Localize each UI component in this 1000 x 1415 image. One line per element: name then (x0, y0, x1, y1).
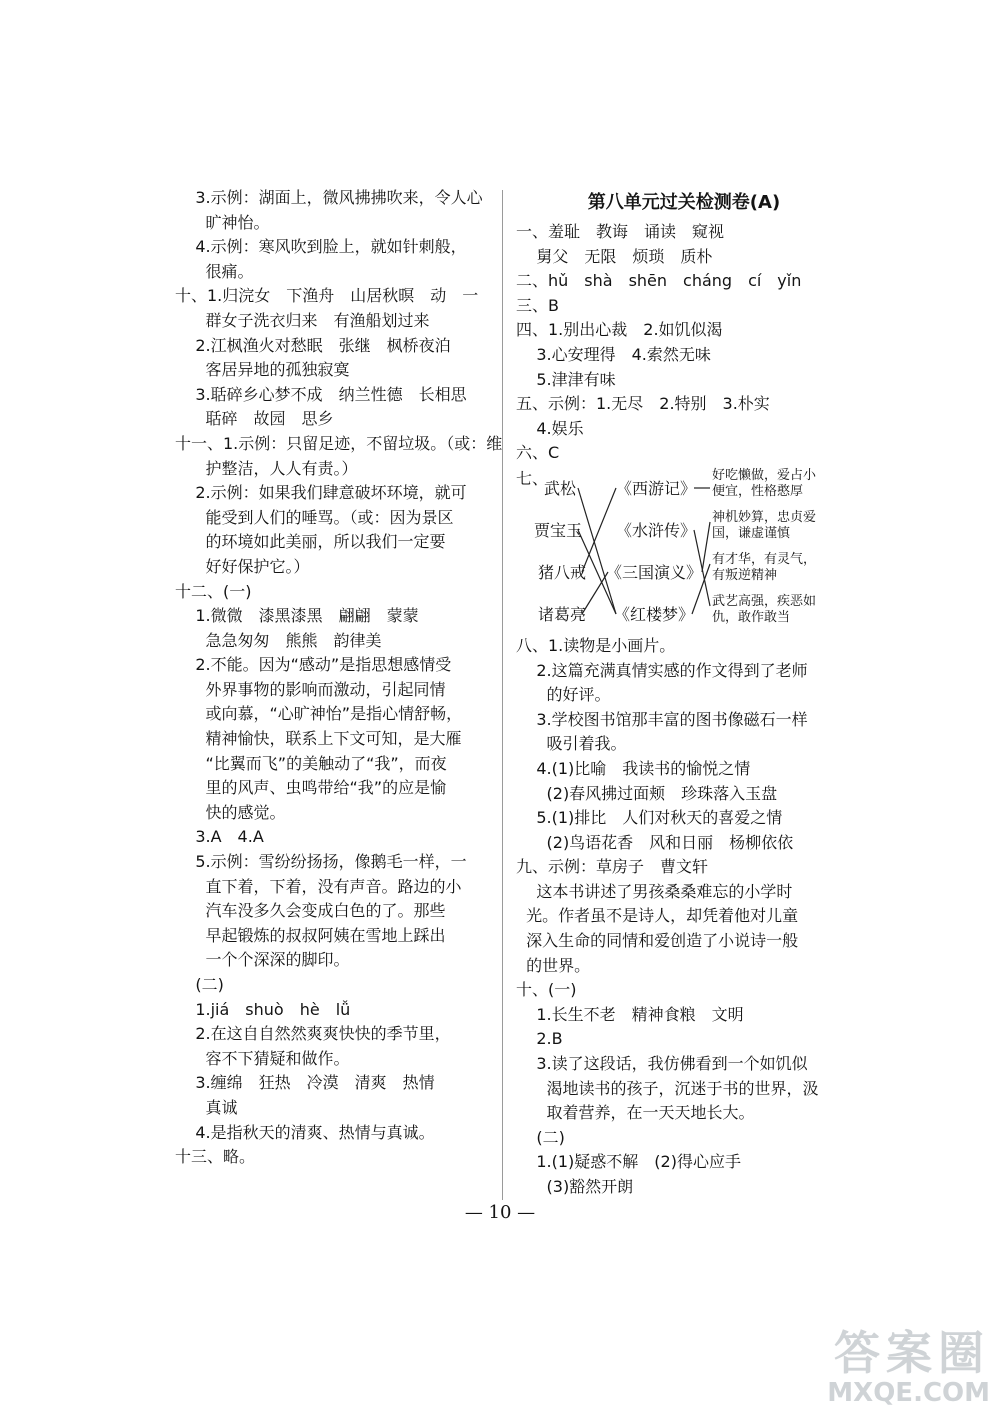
text-line: 这本书讲述了男孩桑桑难忘的小学时 (516, 881, 793, 901)
line-shuihu-trait (694, 530, 710, 606)
trait-4-line-2: 仇，敢作敢当 (712, 609, 791, 625)
text-line: 好好保护它。） (175, 556, 310, 576)
text-line: 4.示例：寒风吹到脸上，就如针刺般， (175, 237, 467, 257)
text-line: 5.(1)排比 人们对秋天的喜爱之情 (516, 808, 783, 828)
text-line: 五、示例：1.无尽 2.特别 3.朴实 (516, 394, 770, 414)
text-line: 客居异地的孤独寂寞 (175, 360, 350, 380)
text-line: 六、C (516, 443, 560, 463)
text-line: 早起锻炼的叔叔阿姨在雪地上踩出 (175, 925, 446, 945)
text-line: 吸引着我。 (516, 734, 627, 754)
text-line: 九、示例：草房子 曹文轩 (516, 857, 709, 877)
text-line: (二) (516, 1127, 565, 1147)
text-line: 十一、1.示例：只留足迹，不留垃圾。（或：维 (175, 433, 503, 453)
text-line: 1.长生不老 精神食粮 文明 (516, 1004, 744, 1024)
text-line: 一个个深深的脚印。 (175, 950, 350, 970)
matching-prefix: 七、 (516, 468, 549, 488)
text-line: (二) (175, 975, 224, 994)
right-column (516, 186, 852, 1200)
matching-lines (516, 466, 852, 634)
text-line: 2.不能。因为“感动”是指思想感情受 (175, 655, 452, 675)
text-line: 急急匆匆 熊熊 韵律美 (175, 630, 382, 650)
line-baoyu-hongloumeng (578, 530, 616, 614)
page-number: — 10 — (464, 1202, 536, 1223)
text-line: 很痛。 (175, 261, 254, 281)
text-line: 2.示例：如果我们肆意破坏环境，就可 (175, 483, 467, 503)
text-line: 真诚 (175, 1097, 238, 1117)
text-line: (2)鸟语花香 风和日丽 杨柳依依 (516, 832, 794, 852)
text-line: 十、(一) (516, 980, 577, 1000)
text-line: 的世界。 (516, 955, 591, 975)
text-line: 精神愉快，联系上下文可知，是大雁 (175, 729, 462, 749)
text-line: 十、1.归浣女 下渔舟 山居秋暝 动 一 (175, 286, 479, 306)
trait-1-line-1: 好吃懒做，爱占小 (712, 467, 817, 483)
text-line: 1.微微 漆黑漆黑 翩翩 蒙蒙 (175, 606, 419, 626)
section-title: 第八单元过关检测卷(A) (587, 192, 781, 213)
text-line: 旷神怡。 (175, 212, 270, 232)
text-line: 十二、(一) (175, 581, 252, 601)
text-line: 光。作者虽不是诗人，却凭着他对儿童 (516, 906, 799, 926)
text-line: 护整洁，人人有责。） (175, 458, 358, 478)
text-line: 快的感觉。 (175, 802, 286, 822)
text-line: 3.读了这段话，我仿佛看到一个如饥似 (516, 1054, 808, 1074)
book-1: 《西游记》 (616, 478, 697, 498)
text-line: 1.jiá shuò hè lǚ (175, 999, 351, 1019)
text-line: 5.示例：雪纷纷扬扬，像鹅毛一样，一 (175, 852, 467, 872)
line-wusong-shuihu (578, 488, 616, 614)
book-3: 《三国演义》 (606, 562, 703, 582)
text-line: 3.缠绵 狂热 冷漠 清爽 热情 (175, 1073, 435, 1093)
person-1: 武松 (544, 478, 577, 498)
text-line: 5.津津有味 (516, 369, 616, 389)
text-line: 十三、略。 (175, 1147, 256, 1167)
text-line: 3.心安理得 4.索然无味 (516, 344, 711, 364)
text-line: 4.(1)比喻 我读书的愉悦之情 (516, 758, 751, 778)
text-line: (2)春风拂过面颊 珍珠落入玉盘 (516, 783, 778, 803)
text-line: 一、羞耻 教诲 诵读 窥视 (516, 222, 725, 241)
person-2: 贾宝玉 (534, 520, 583, 540)
text-line: 2.在这自自然然爽爽快快的季节里， (175, 1024, 451, 1044)
text-line: 八、1.读物是小画片。 (516, 635, 676, 655)
text-line: 4.是指秋天的清爽、热情与真诚。 (175, 1122, 435, 1142)
text-line: 舅父 无限 烦琐 质朴 (516, 246, 713, 266)
person-4: 诸葛亮 (538, 604, 587, 624)
watermark-text: 答案圈 (834, 1326, 990, 1380)
text-line: (3)豁然开朗 (516, 1177, 634, 1196)
column-divider (502, 190, 503, 1200)
trait-1-line-2: 便宜，性格憨厚 (712, 483, 804, 499)
trait-4-line-1: 武艺高强，疾恶如 (712, 593, 817, 609)
text-line: 1.(1)疑惑不解 (2)得心应手 (516, 1152, 741, 1172)
trait-2-line-2: 国，谦虚谨慎 (712, 525, 791, 541)
answers-part-1 (516, 220, 852, 466)
text-line: 3.聒碎乡心梦不成 纳兰性德 长相思 (175, 384, 467, 404)
watermark-url: MXQE.COM (827, 1378, 990, 1408)
text-line: 三、B (516, 295, 559, 315)
text-line: 四、1.别出心裁 2.如饥似渴 (516, 320, 723, 340)
line-sanguo-trait (702, 522, 710, 572)
text-line: 取着营养，在一天天地长大。 (516, 1103, 755, 1123)
text-line: 2.江枫渔火对愁眠 张继 枫桥夜泊 (175, 335, 451, 355)
text-line: 里的风声、虫鸣带给“我”的应是愉 (175, 778, 447, 798)
text-line: 群女子洗衣归来 有渔船划过来 (175, 310, 430, 330)
text-line: 容不下猜疑和做作。 (175, 1048, 350, 1068)
matching-question (516, 466, 852, 634)
text-line: 3.A 4.A (175, 827, 264, 847)
book-2: 《水浒传》 (616, 520, 697, 540)
answers-part-2 (516, 634, 852, 1200)
text-line: 二、hǔ shà shēn cháng cí yǐn (516, 271, 802, 291)
text-line: 3.学校图书馆那丰富的图书像磁石一样 (516, 709, 808, 729)
text-line: 外界事物的影响而激动，引起同情 (175, 679, 446, 699)
text-line: 汽车没多久会变成白色的了。那些 (175, 901, 446, 921)
text-line: 2.B (516, 1029, 563, 1049)
text-line: 深入生命的同情和爱创造了小说诗一般 (516, 931, 799, 951)
text-line: 直下着，下着，没有声音。路边的小 (175, 876, 462, 896)
text-line: 的环境如此美丽，所以我们一定要 (175, 532, 446, 552)
text-line: 的好评。 (516, 685, 611, 705)
trait-3-line-2: 有叛逆精神 (712, 567, 778, 583)
text-line: 聒碎 故园 思乡 (175, 409, 334, 429)
text-line: 能受到人们的唾骂。（或：因为景区 (175, 507, 454, 527)
text-line: “比翼而飞”的美触动了“我”，而夜 (175, 753, 447, 773)
line-hongloumeng-trait (692, 564, 710, 614)
text-line: 渴地读书的孩子，沉迷于书的世界，汲 (516, 1078, 819, 1098)
text-line: 2.这篇充满真情实感的作文得到了老师 (516, 660, 808, 680)
text-line: 或向慕，“心旷神怡”是指心情舒畅， (175, 704, 463, 724)
watermark-logo (827, 1327, 990, 1407)
line-zhuge-sanguo (582, 572, 608, 614)
trait-2-line-1: 神机妙算，忠贞爱 (712, 509, 817, 525)
text-line: 3.示例：湖面上，微风拂拂吹来，令人心 (175, 188, 483, 207)
trait-3-line-1: 有才华，有灵气， (712, 551, 817, 567)
person-3: 猪八戒 (538, 562, 587, 582)
text-line: 4.娱乐 (516, 418, 584, 438)
book-4: 《红楼梦》 (614, 604, 695, 624)
left-column (175, 186, 503, 1170)
